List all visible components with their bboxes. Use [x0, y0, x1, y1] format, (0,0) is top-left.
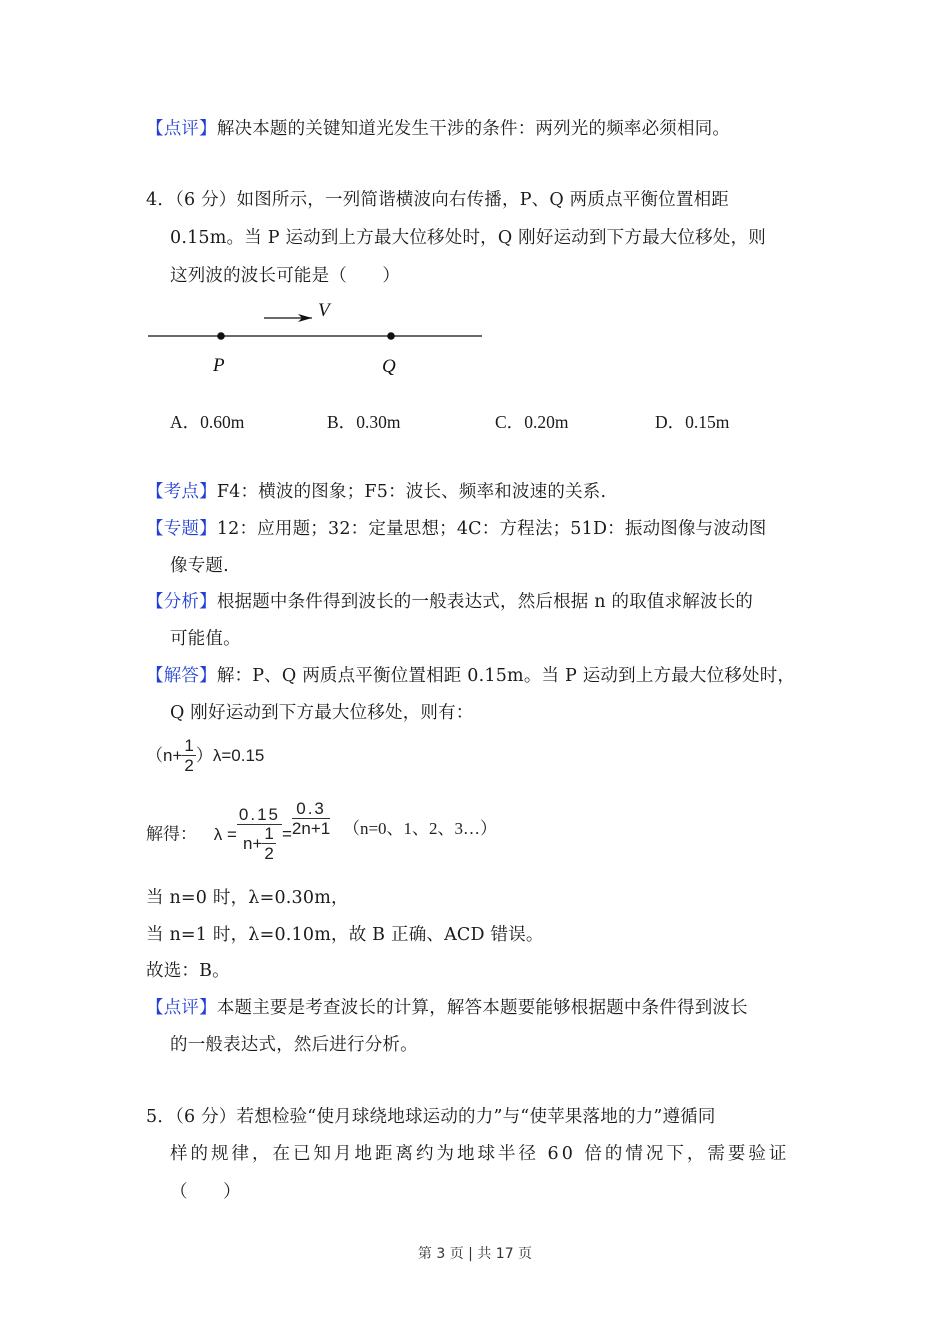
point-q-label: Q — [382, 356, 396, 377]
question-score: （6 分） — [175, 190, 237, 210]
solution-case-2: 当 n=1 时，λ=0.10m，故 B 正确、ACD 错误。 — [146, 925, 544, 945]
option-letter: A． — [170, 412, 201, 432]
fraction-denominator: 2 — [184, 756, 194, 775]
option-d[interactable] — [655, 409, 729, 434]
question-number: 5． — [146, 1107, 176, 1127]
question-text: 如图所示，一列简谐横波向右传播，P、Q 两质点平衡位置相距 — [236, 190, 729, 210]
review-line-2: 的一般表达式，然后进行分析。 — [170, 1035, 418, 1055]
fraction-numerator: 1 — [184, 736, 194, 755]
option-letter: B． — [327, 412, 357, 432]
fraction-numerator: 1 — [264, 824, 274, 844]
option-value: 0.30m — [356, 412, 401, 432]
review-tag: 【点评】 — [146, 998, 217, 1018]
fraction-denominator — [237, 825, 282, 864]
fraction-denominator: 2n+1 — [291, 819, 331, 838]
question-number: 4． — [146, 190, 176, 210]
review-text: 本题主要是考查波长的计算，解答本题要能够根据题中条件得到波长 — [216, 998, 748, 1018]
den-prefix: n+ — [243, 834, 263, 854]
equation-2 — [146, 800, 497, 864]
option-letter: D． — [655, 412, 686, 432]
knowledge-point-text: F4：横波的图象；F5：波长、频率和波速的关系. — [216, 482, 607, 502]
fraction-denominator: 2 — [264, 844, 274, 864]
point-p-dot — [217, 332, 225, 340]
option-a[interactable] — [170, 409, 244, 434]
topic-line-1 — [146, 517, 766, 541]
knowledge-point-line — [146, 480, 606, 504]
page-footer: 第 3 页 | 共 17 页 — [417, 1246, 533, 1262]
analysis-line-2: 可能值。 — [170, 629, 241, 649]
equation-1 — [146, 737, 264, 776]
option-letter: C． — [495, 412, 525, 432]
solution-line-2: Q 刚好运动到下方最大位移处，则有： — [170, 703, 474, 723]
nested-fraction — [262, 825, 275, 864]
fraction-numerator: 0.15 — [238, 805, 280, 825]
solution-text: 解：P、Q 两质点平衡位置相距 0.15m。当 P 运动到上方最大位移处时， — [216, 666, 796, 686]
solution-answer: 故选：B。 — [146, 961, 230, 981]
review-text: 解决本题的关键知道光发生干涉的条件：两列光的频率必须相同。 — [216, 119, 731, 139]
wave-figure — [146, 295, 486, 385]
eq2-lambda: λ = — [213, 824, 237, 844]
option-value: 0.60m — [200, 412, 245, 432]
analysis-text: 根据题中条件得到波长的一般表达式，然后根据 n 的取值求解波长的 — [216, 592, 754, 612]
solution-line-1 — [146, 664, 795, 688]
eq1-fraction — [182, 737, 195, 776]
eq2-range: （n=0、1、2、3…） — [342, 819, 498, 838]
knowledge-point-tag: 【考点】 — [146, 482, 217, 502]
option-c[interactable] — [495, 409, 568, 434]
option-b[interactable] — [327, 409, 400, 434]
option-value: 0.20m — [524, 412, 569, 432]
prev-review-line — [146, 117, 730, 141]
point-p-label: P — [213, 355, 225, 376]
eq1-close: ）λ=0.15 — [195, 745, 265, 765]
question-5-line-2: 样的规律，在已知月地距离约为地球半径 60 倍的情况下，需要验证 — [170, 1144, 790, 1164]
question-text: 若想检验“使月球绕地球运动的力”与“使苹果落地的力”遵循同 — [236, 1107, 716, 1127]
question-5-line-1 — [146, 1105, 716, 1129]
fraction-numerator: 0.3 — [292, 800, 330, 819]
eq2-fraction-2 — [292, 800, 330, 839]
eq2-fraction-1 — [237, 806, 282, 864]
topic-tag: 【专题】 — [146, 519, 217, 539]
option-value: 0.15m — [685, 412, 730, 432]
analysis-line-1 — [146, 590, 753, 614]
solution-case-1: 当 n=0 时，λ=0.30m， — [146, 888, 349, 908]
review-tag: 【点评】 — [146, 119, 217, 139]
topic-text: 12：应用题；32：定量思想；4C：方程法；51D：振动图像与波动图 — [216, 519, 767, 539]
velocity-arrow-icon — [264, 314, 312, 322]
point-q-dot — [387, 332, 395, 340]
velocity-label: V — [318, 300, 330, 321]
eq2-label: 解得： — [146, 824, 197, 845]
topic-line-2: 像专题. — [170, 556, 229, 576]
question-4-line-3: 这列波的波长可能是（ ） — [170, 266, 401, 286]
solution-tag: 【解答】 — [146, 666, 217, 686]
eq2-equals: = — [281, 824, 292, 844]
question-4-line-2: 0.15m。当 P 运动到上方最大位移处时，Q 刚好运动到下方最大位移处，则 — [170, 228, 766, 248]
question-score: （6 分） — [175, 1107, 237, 1127]
review-line-1 — [146, 996, 748, 1020]
eq1-open: （n+ — [146, 745, 183, 765]
question-4-line-1 — [146, 188, 729, 212]
analysis-tag: 【分析】 — [146, 592, 217, 612]
question-5-line-3: （ ） — [170, 1182, 241, 1202]
